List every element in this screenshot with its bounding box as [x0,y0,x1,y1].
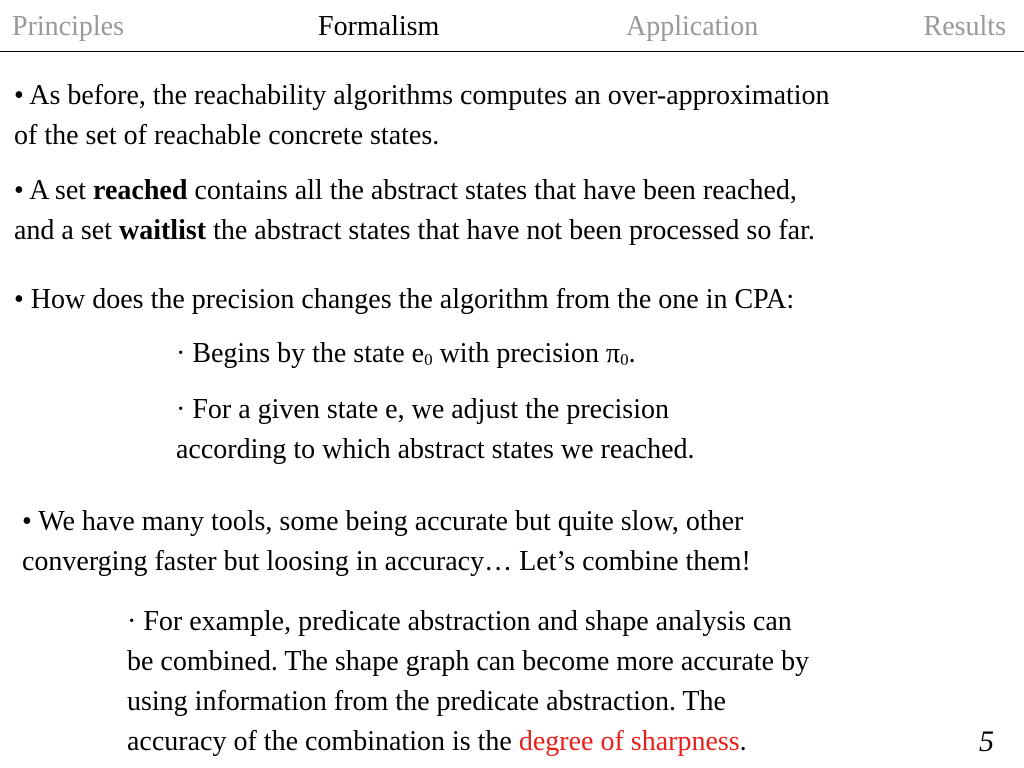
nav-item-formalism[interactable]: Formalism [318,11,440,42]
term-degree-of-sharpness: degree of sharpness [518,726,740,757]
text-run: the abstract states that have not been processed so far. [206,215,815,246]
subscript: 0 [424,350,433,369]
header-divider [0,51,1024,52]
text-run: . [739,726,747,757]
nav-item-results[interactable]: Results [923,11,1006,42]
text-line: converging faster but loosing in accuracy… Let’s combine them! [22,546,751,577]
bullet-combine-tools [22,502,751,582]
nav-item-application[interactable]: Application [626,11,759,42]
page-number: 5 [979,725,994,758]
text-run: • A set [14,175,94,206]
bullet-precision-question [14,280,794,320]
text-line: using information from the predicate abstraction. The [127,686,726,717]
nav-item-principles[interactable]: Principles [12,11,124,42]
sub-bullet-initial-state [176,334,636,380]
text-run: . [628,338,636,369]
sub-bullet-adjust-precision [176,390,695,470]
text-run: with precision π [432,338,621,369]
text-line: · For example, predicate abstraction and shape analysis can [127,606,792,637]
text-run: · Begins by the state e [176,338,425,369]
text-run: accuracy of the combination is the [127,726,519,757]
text-line [127,722,809,762]
section-nav [0,0,1024,52]
text-line [176,334,636,380]
text-run: and a set [14,215,119,246]
bullet-reachability [14,76,830,156]
text-line [14,171,815,211]
sub-bullet-example [127,602,809,762]
text-line: · For a given state e, we adjust the precision [176,394,669,425]
term-reached: reached [93,175,188,206]
term-waitlist: waitlist [118,215,207,246]
text-line: • How does the precision changes the algorithm from the one in CPA: [14,284,795,315]
text-line: • As before, the reachability algorithms computes an over-approximation [14,80,830,111]
text-line: be combined. The shape graph can become more accurate by [127,646,810,677]
bullet-reached-waitlist [14,171,815,251]
text-line: of the set of reachable concrete states. [14,120,440,151]
text-line: according to which abstract states we reached. [176,434,695,465]
subscript: 0 [620,350,629,369]
text-line: • We have many tools, some being accurate but quite slow, other [22,506,744,537]
text-line [14,211,815,251]
text-run: contains all the abstract states that have been reached, [187,175,797,206]
